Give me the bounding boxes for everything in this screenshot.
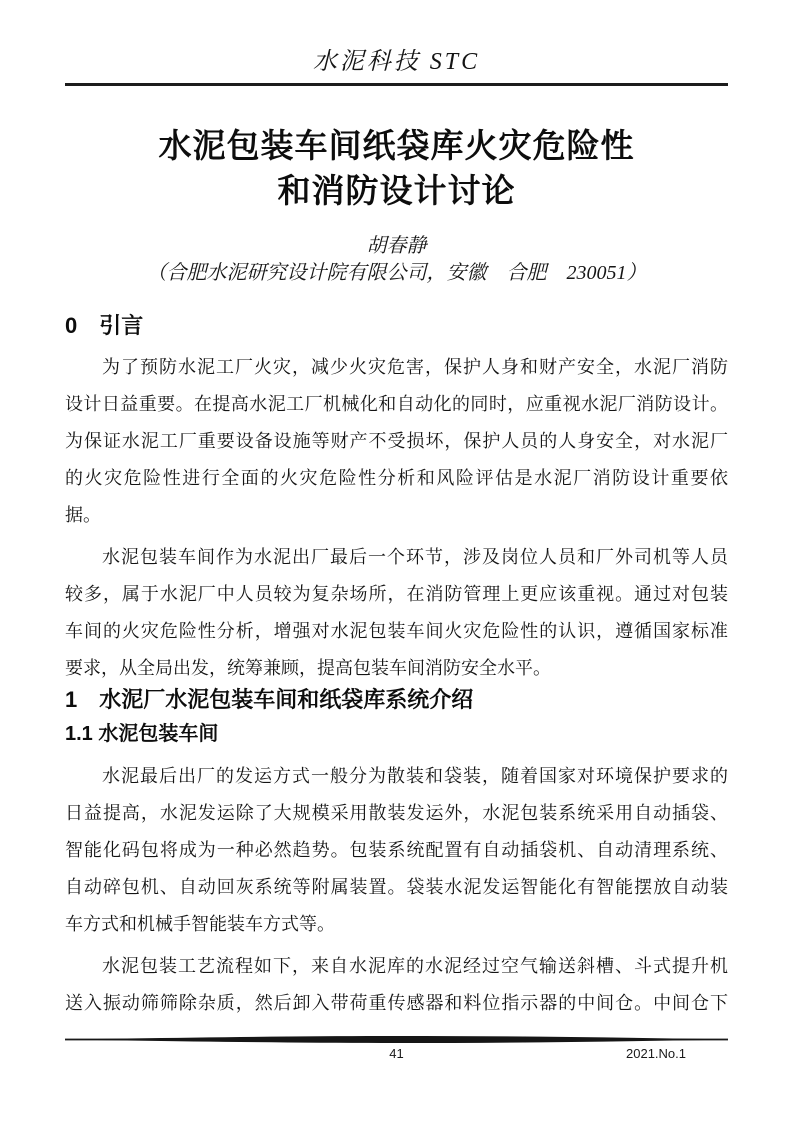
issue-label: 2021.No.1 xyxy=(626,1046,686,1061)
paragraph-line: 的火灾危险性进行全面的火灾危险性分析和风险评估是水泥厂消防设计重要依 xyxy=(65,468,728,488)
paragraph-4 xyxy=(65,948,728,1022)
section-heading-1-1: 1.1 水泥包装车间 xyxy=(65,723,219,745)
paragraph-line: 水泥最后出厂的发运方式一般分为散装和袋装，随着国家对环境保护要求的 xyxy=(102,766,728,786)
section-heading-0-intro: 0 引言 xyxy=(65,313,144,338)
header-rule xyxy=(65,83,728,86)
article-title-line2: 和消防设计讨论 xyxy=(277,172,516,209)
paragraph-line: 车方式和机械手智能装车方式等。 xyxy=(65,914,335,934)
paragraph-line: 车间的火灾危险性分析，增强对水泥包装车间火灾危险性的认识，遵循国家标准 xyxy=(65,621,728,641)
page-footer xyxy=(65,1036,728,1062)
author-name: 胡春静 xyxy=(366,235,427,257)
section-heading-1: 1 水泥厂水泥包装车间和纸袋库系统介绍 xyxy=(65,687,474,712)
article-title-line1: 水泥包装车间纸袋库火灾危险性 xyxy=(158,127,635,164)
paragraph-line: 较多，属于水泥厂中人员较为复杂场所，在消防管理上更应该重视。通过对包装 xyxy=(65,584,728,604)
paragraph-line: 要求，从全局出发，统筹兼顾，提高包装车间消防安全水平。 xyxy=(65,658,551,678)
paragraph-1 xyxy=(65,349,728,534)
paragraph-line: 为保证水泥工厂重要设备设施等财产不受损坏，保护人员的人身安全，对水泥厂 xyxy=(65,431,728,451)
article-title xyxy=(65,123,728,213)
paragraph-line: 日益提高，水泥发运除了大规模采用散装发运外，水泥包装系统采用自动插袋、 xyxy=(65,803,728,823)
paragraph-line: 水泥包装车间作为水泥出厂最后一个环节，涉及岗位人员和厂外司机等人员 xyxy=(102,547,728,567)
paragraph-line: 送入振动筛筛除杂质，然后卸入带荷重传感器和料位指示器的中间仓。中间仓下 xyxy=(65,993,728,1013)
paragraph-line: 为了预防水泥工厂火灾，减少火灾危害，保护人身和财产安全，水泥厂消防 xyxy=(102,357,728,377)
paragraph-line: 水泥包装工艺流程如下，来自水泥库的水泥经过空气输送斜槽、斗式提升机 xyxy=(102,956,728,976)
page-number: 41 xyxy=(389,1046,404,1061)
paragraph-line: 智能化码包将成为一种必然趋势。包装系统配置有自动插袋机、自动清理系统、 xyxy=(65,840,728,860)
paragraph-line: 自动碎包机、自动回灰系统等附属装置。袋装水泥发运智能化有智能摆放自动装 xyxy=(65,877,728,897)
paragraph-line: 设计日益重要。在提高水泥工厂机械化和自动化的同时，应重视水泥厂消防设计。 xyxy=(65,394,728,414)
author-affiliation: （合肥水泥研究设计院有限公司，安徽 合肥 230051） xyxy=(146,262,647,284)
paragraph-line: 据。 xyxy=(65,505,101,525)
paragraph-2 xyxy=(65,539,728,687)
journal-title: 水泥科技 STC xyxy=(312,49,481,75)
footer-text-row xyxy=(65,1046,728,1062)
footer-tapered-rule xyxy=(65,1036,728,1043)
paragraph-3 xyxy=(65,758,728,943)
page-content xyxy=(65,0,728,1022)
